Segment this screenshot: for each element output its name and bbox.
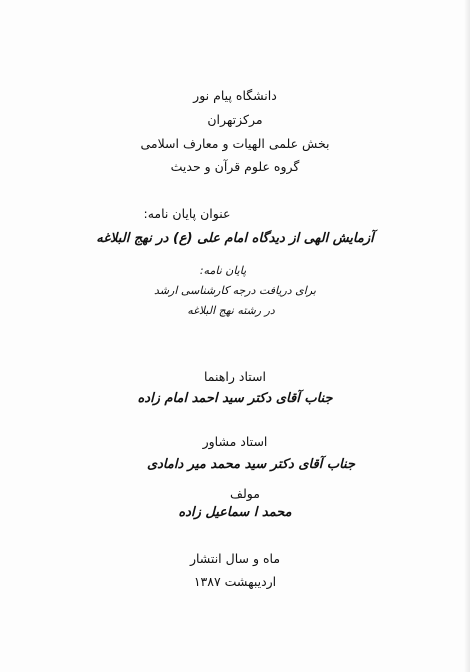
advisor-name: جناب آقای دکتر سید محمد میر دامادی xyxy=(146,457,356,472)
page-edge-shadow xyxy=(464,0,470,672)
department-name: بخش علمی الهیات و معارف اسلامی xyxy=(140,136,330,151)
supervisor-name: جناب آقای دکتر سید احمد امام زاده xyxy=(137,391,333,406)
center-name: مرکزتهران xyxy=(207,112,263,127)
thesis-title-label: عنوان پایان نامه: xyxy=(143,206,231,221)
university-name: دانشگاه پیام نور xyxy=(193,88,277,103)
degree-field: در رشته نهج البلاغه xyxy=(187,304,275,317)
group-name: گروه علوم قرآن و حدیث xyxy=(170,159,300,174)
author-label: مولف xyxy=(230,486,260,501)
advisor-label: استاد مشاور xyxy=(202,434,268,449)
degree-purpose: برای دریافت درجه کارشناسی ارشد xyxy=(154,284,316,297)
thesis-title: آزمایش الهی از دیدگاه امام علی (ع) در نهج البلاغه xyxy=(96,231,374,246)
publication-label: ماه و سال انتشار xyxy=(189,551,281,566)
supervisor-label: استاد راهنما xyxy=(204,369,266,384)
publication-date: اردیبهشت ۱۳۸۷ xyxy=(193,574,277,589)
degree-label: پایان نامه: xyxy=(199,264,247,277)
author-name: محمد ا سماعیل زاده xyxy=(178,505,292,520)
